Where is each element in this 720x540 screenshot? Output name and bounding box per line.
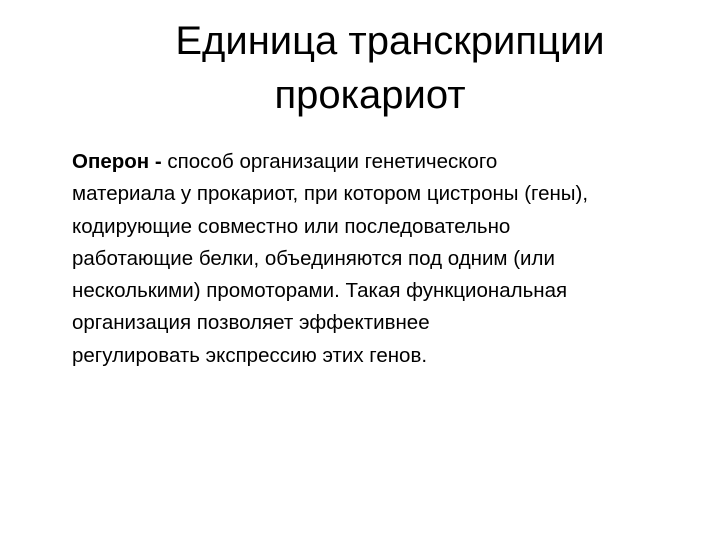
paragraph-line-6: организация позволяет эффективнее bbox=[72, 311, 430, 335]
paragraph-line-1-text: способ организации генетического bbox=[161, 150, 498, 173]
title-line-1: Единица транскрипции bbox=[175, 19, 605, 63]
term-operon: Оперон - bbox=[72, 150, 162, 173]
paragraph-line-4: работающие белки, объединяются под одним (или bbox=[72, 246, 555, 270]
paragraph-line-3: кодирующие совместно или последовательно bbox=[72, 214, 511, 238]
paragraph-line-5: несколькими) промоторами. Такая функциональная bbox=[72, 279, 568, 303]
title-line-2: прокариот bbox=[274, 73, 466, 117]
paragraph-line-7: регулировать экспрессию этих генов. bbox=[72, 343, 428, 367]
definition-paragraph bbox=[72, 146, 702, 372]
slide-title bbox=[100, 14, 680, 122]
paragraph-line-2: материала у прокариот, при котором цистроны (гены), bbox=[72, 182, 589, 206]
paragraph-line-1 bbox=[72, 146, 702, 178]
